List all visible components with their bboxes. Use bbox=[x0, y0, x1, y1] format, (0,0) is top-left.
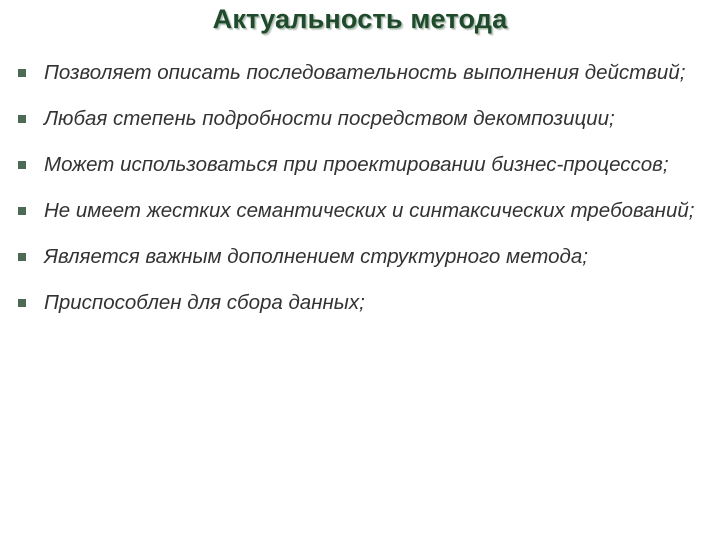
slide-title: Актуальность метода bbox=[212, 4, 508, 34]
bullet-text: Является важным дополнением структурного метода; bbox=[44, 245, 588, 268]
bullet-item bbox=[18, 106, 708, 132]
bullet-item bbox=[18, 244, 708, 270]
bullet-text: Позволяет описать последовательность выполнения действий; bbox=[44, 61, 686, 84]
bullet-item bbox=[18, 152, 708, 178]
bullet-list bbox=[18, 60, 708, 336]
square-bullet-icon bbox=[18, 115, 26, 123]
square-bullet-icon bbox=[18, 161, 26, 169]
square-bullet-icon bbox=[18, 253, 26, 261]
square-bullet-icon bbox=[18, 69, 26, 77]
square-bullet-icon bbox=[18, 207, 26, 215]
bullet-text: Может использоваться при проектировании бизнес-процессов; bbox=[44, 153, 669, 176]
bullet-item bbox=[18, 198, 708, 224]
bullet-text: Приспособлен для сбора данных; bbox=[44, 291, 365, 314]
bullet-text: Любая степень подробности посредством декомпозиции; bbox=[44, 107, 615, 130]
square-bullet-icon bbox=[18, 299, 26, 307]
bullet-item bbox=[18, 290, 708, 316]
bullet-text: Не имеет жестких семантических и синтаксических требований; bbox=[44, 199, 695, 222]
bullet-item bbox=[18, 60, 708, 86]
